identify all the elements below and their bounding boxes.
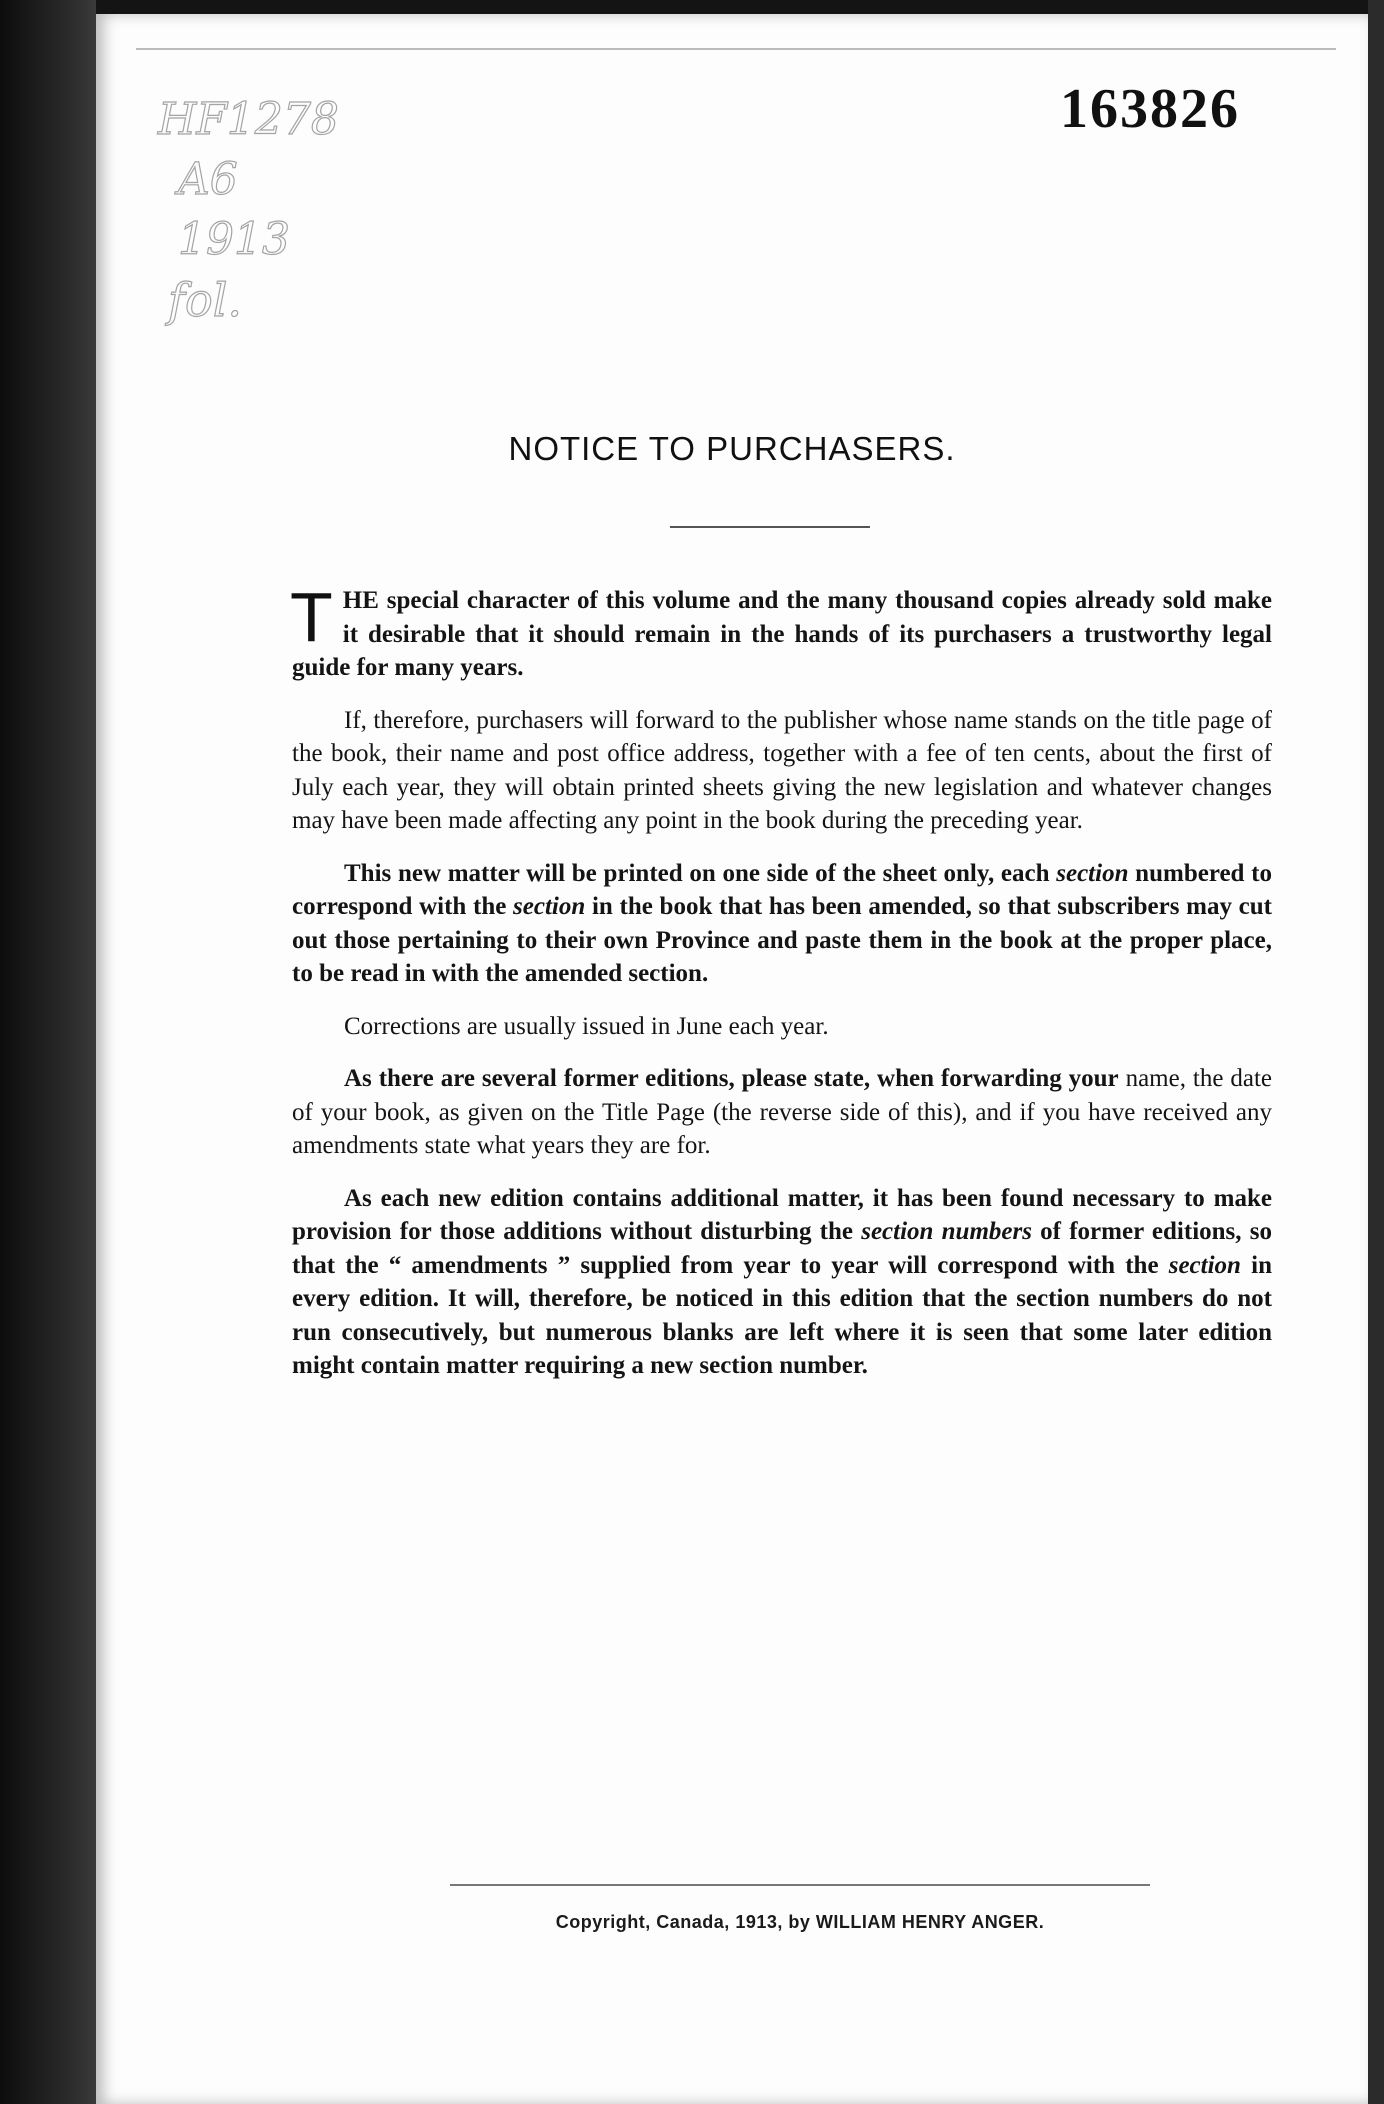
call-number-line-3: 1913 [178,214,290,265]
title-divider [670,526,870,528]
paragraph-6-part-b: of former editions, so that the “ amendments ” supplied from year to year will correspond with the [292,1218,1272,1279]
paragraph-3-part-a: This new matter will be printed on one side of the sheet only, each [344,859,1057,887]
paragraph-3-part-b: numbered to correspond with the [292,859,1272,920]
call-number-line-1: HF1278 [158,94,339,145]
paragraph-3-part-c: in the book that has been amended, so that subscribers may cut out those pertaining to their own Province and paste them in the book at the proper place, to be read in with the amended section. [292,893,1273,987]
paragraph-3 [292,857,1272,991]
copyright-line: Copyright, Canada, 1913, by WILLIAM HENRY ANGER. [555,1912,1045,1932]
copyright-divider [450,1884,1150,1886]
drop-cap: T [290,578,333,656]
paragraph-5-text: name, the date of your book, as given on the Title Page (the reverse side of this), and if you have received any amendments state what years they are for. [292,1065,1272,1159]
page-title: NOTICE TO PURCHASERS. [508,430,956,467]
page-top-edge [136,48,1336,50]
paragraph-3-emphasis-1: section [1056,859,1129,887]
paragraph-1-text: HE special character of this volume and the many thousand copies already sold make it desirable that it should remain in the hands of its purchasers a trustworthy legal guide for many years. [292,587,1272,681]
paragraph-1 [290,578,1272,685]
notice-body [290,578,1273,1402]
paragraph-5 [292,1062,1272,1163]
paragraph-6-emphasis-1: section numbers [861,1218,1032,1245]
scan-left-margin [0,0,96,2104]
paragraph-3-emphasis-2: section [513,893,586,920]
scan-right-margin [1368,0,1384,2104]
paragraph-6-part-c: in every edition. It will, therefore, be noticed in this edition that the section numbers do not run consecutively, but numerous blanks are left where it is seen that some later edition might contain matter requiring a new section number. [292,1251,1272,1379]
document-page [96,14,1368,2104]
call-number-line-2: A6 [178,154,238,205]
page-number: 163826 [1060,78,1240,140]
paragraph-6 [292,1182,1272,1383]
paragraph-4: Corrections are usually issued in June each year. [344,1012,829,1040]
paragraph-6-part-a: As each new edition contains additional matter, it has been found necessary to make provision for those additions without disturbing the [292,1184,1272,1245]
handwritten-call-number [148,94,448,354]
handwritten-call-number-drawing [148,94,448,354]
paragraph-5-bold: As there are several former editions, please state, when forwarding your [344,1065,1119,1092]
paragraph-6-emphasis-2: section [1168,1251,1241,1279]
paragraph-2: If, therefore, purchasers will forward to the publisher whose name stands on the title page of the book, their name and post office address, together with a fee of ten cents, about the first of July each year, they will obtain printed sheets giving the new legislation and whatever changes may have been made affecting any point in the book during the preceding year. [292,706,1272,834]
call-number-line-4: fol. [168,273,243,327]
